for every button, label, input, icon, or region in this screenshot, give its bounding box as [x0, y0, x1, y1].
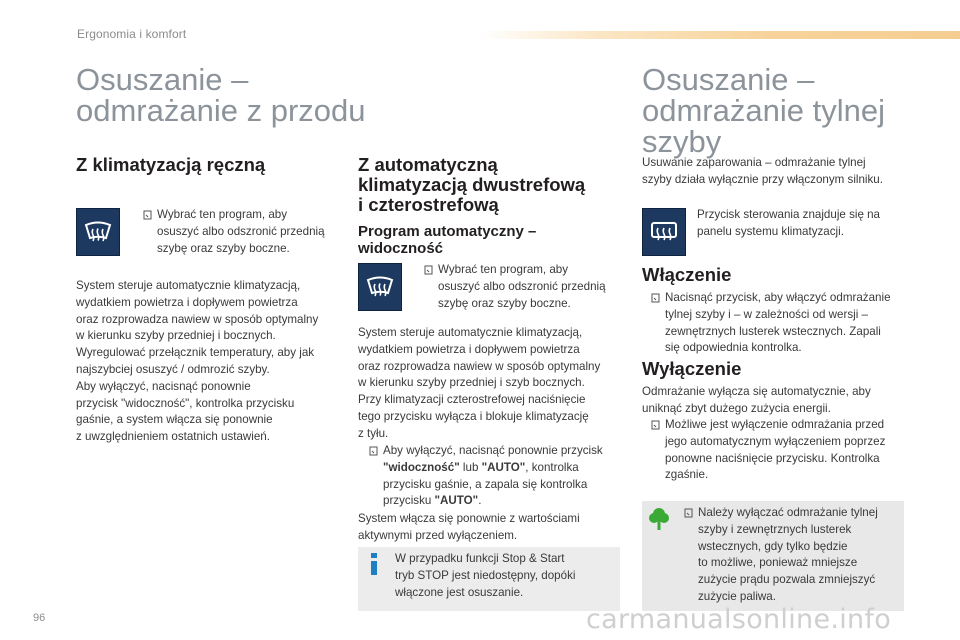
bullet-line [383, 460, 603, 477]
para-line: aktywnymi przed wyłączeniem. [358, 528, 518, 542]
para-line: szyby działa wyłącznie przy włączonym silniku. [642, 172, 883, 186]
bullet-line: jego automatycznym wyłączeniem poprzez [665, 434, 886, 448]
switch-off-heading: Wyłączenie [642, 358, 742, 379]
switch-on-heading: Włączenie [642, 264, 732, 285]
watermark: carmanualsonline.info [586, 604, 892, 635]
para-line: oraz rozprowadza nawiew w sposób optymalny [76, 312, 319, 326]
para-line: wydatkiem powietrza i dopływem powietrza [76, 295, 298, 309]
bullet-check-icon [424, 265, 433, 275]
eco-tree-icon [648, 507, 670, 531]
bullet-line: wstecznych, gdy tylko będzie [698, 539, 848, 553]
bullet-line: szybę oraz szyby boczne. [438, 296, 571, 310]
bullet-line: tylnej szyby i – w zależności od wersji – [665, 307, 868, 321]
rear-window-defrost-icon [649, 220, 679, 244]
para-line: tryb STOP jest niedostępny, dopóki [395, 568, 576, 582]
bullet-check-icon [143, 210, 152, 220]
para-line: uniknąć zbyt dużego zużycia energii. [642, 401, 831, 415]
bullet-check-icon [651, 293, 660, 303]
bullet-line: Nacisnąć przycisk, aby włączyć odmrażanie [665, 291, 891, 304]
para-line: W przypadku funkcji Stop & Start [395, 552, 565, 565]
para-line: System steruje automatycznie klimatyzacją, [358, 326, 583, 339]
bullet-line: zewnętrznych lusterek wstecznych. Zapali [665, 324, 881, 338]
auto-off-bullet [383, 443, 603, 510]
heading-line: widoczność [358, 240, 444, 257]
para-line: Przycisk sterowania znajduje się na [697, 208, 881, 221]
bullet-line: to możliwe, ponieważ mniejsze [698, 556, 858, 570]
para-line: włączone jest osuszanie. [395, 585, 524, 599]
auto-ac-heading [358, 155, 585, 215]
info-text [395, 551, 575, 601]
para-line: Aby wyłączyć, nacisnąć ponownie [76, 379, 251, 393]
manual-description [76, 278, 318, 446]
bullet-line: przycisku gaśnie, a zapala się kontrolka [383, 477, 588, 491]
title-line: odmrażanie tylnej [642, 93, 885, 128]
bullet-line: Wybrać ten program, aby [157, 208, 288, 221]
para-line: w kierunku szyby przedniej i szyb bocznych. [358, 376, 585, 390]
bullet-check-icon [651, 420, 660, 430]
eco-advice-text [698, 505, 878, 606]
bullet-line: szyby i zewnętrznych lusterek [698, 522, 852, 536]
inline-text: . [478, 494, 482, 508]
bullet-line [383, 493, 603, 510]
auto-visibility-heading [358, 223, 536, 257]
para-line: tego przycisku wyłącza i blokuje klimatyzację [358, 409, 589, 423]
rear-intro [642, 155, 883, 189]
heading-line: i czterostrefową [358, 194, 499, 215]
auto-select-bullet [438, 262, 606, 312]
title-line: Osuszanie – [76, 62, 249, 97]
rear-defrost-title [642, 64, 885, 157]
title-line: odmrażanie z przodu [76, 93, 366, 128]
para-line: z uwzględnieniem ostatnich ustawień. [76, 430, 270, 444]
para-line: Wyregulować przełącznik temperatury, aby jak [76, 346, 315, 360]
header-accent-bar [480, 31, 960, 39]
bullet-check-icon [684, 508, 693, 518]
page-number: 96 [33, 612, 46, 624]
bold-term: "widoczność" [383, 460, 460, 474]
heading-line: Z automatyczną [358, 154, 498, 175]
para-line: w kierunku szyby przedniej i bocznych. [76, 329, 276, 343]
bullet-line: osuszyć albo odszronić przednią [157, 224, 325, 238]
switch-on-bullet [665, 290, 891, 357]
bullet-line: zużycie prądu pozwala zmniejszyć [698, 573, 876, 587]
para-line: oraz rozprowadza nawiew w sposób optymalny [358, 359, 601, 373]
eco-advice-box [642, 501, 904, 611]
inline-text: lub [459, 460, 482, 474]
para-line: gaśnie, a system włącza się ponownie [76, 413, 273, 427]
bullet-line: osuszyć albo odszronić przednią [438, 279, 606, 293]
inline-text: , kontrolka [525, 460, 579, 474]
bold-term: "AUTO" [434, 494, 479, 508]
para-line: wydatkiem powietrza i dopływem powietrza [358, 342, 580, 356]
bullet-line: się odpowiednia kontrolka. [665, 341, 802, 355]
inline-text: przycisku [383, 494, 435, 508]
auto-description [358, 325, 600, 443]
front-defrost-button-icon [76, 208, 120, 256]
front-defrost-title [76, 64, 366, 126]
windscreen-defrost-icon [83, 219, 113, 245]
bold-term: "AUTO" [481, 460, 526, 474]
bullet-line: zgaśnie. [665, 468, 709, 482]
bullet-check-icon [369, 446, 378, 456]
para-line: najszybciej osuszyć / odmrozić szyby. [76, 362, 270, 376]
para-line: przycisk "widoczność", kontrolka przycisku [76, 396, 295, 410]
section-label: Ergonomia i komfort [77, 27, 187, 41]
title-line: szyby [642, 124, 722, 159]
info-icon [368, 553, 380, 575]
para-line: Odmrażanie wyłącza się automatycznie, aby [642, 385, 871, 398]
bullet-line: zużycie paliwa. [698, 589, 776, 603]
stop-start-info-box [358, 547, 620, 611]
rear-icon-caption [697, 207, 880, 241]
para-line: panelu systemu klimatyzacji. [697, 224, 844, 238]
heading-line: klimatyzacją dwustrefową [358, 174, 586, 195]
heading-line: Program automatyczny – [358, 223, 537, 240]
switch-off-bullet [665, 417, 885, 484]
manual-ac-heading: Z klimatyzacją ręczną [76, 154, 266, 175]
manual-select-bullet [157, 207, 325, 257]
rear-defrost-button-icon [642, 208, 686, 256]
switch-off-description [642, 384, 871, 418]
bullet-line: Możliwe jest wyłączenie odmrażania przed [665, 418, 885, 431]
para-line: z tyłu. [358, 426, 389, 440]
visibility-button-icon [358, 263, 402, 311]
bullet-line: szybę oraz szyby boczne. [157, 241, 290, 255]
para-line: System steruje automatycznie klimatyzacją, [76, 279, 301, 292]
para-line: Przy klimatyzacji czterostrefowej naciśnięcie [358, 393, 586, 407]
title-line: Osuszanie – [642, 62, 815, 97]
bullet-line: Należy wyłączać odmrażanie tylnej [698, 506, 878, 519]
para-line: Usuwanie zaparowania – odmrażanie tylnej [642, 156, 866, 169]
windscreen-defrost-icon [365, 274, 395, 300]
bullet-line: Wybrać ten program, aby [438, 263, 569, 276]
para-line: System włącza się ponownie z wartościami [358, 512, 580, 525]
auto-restore-note [358, 511, 580, 545]
bullet-line: ponowne naciśnięcie przycisku. Kontrolka [665, 451, 880, 465]
bullet-line: Aby wyłączyć, nacisnąć ponownie przycisk [383, 444, 603, 457]
